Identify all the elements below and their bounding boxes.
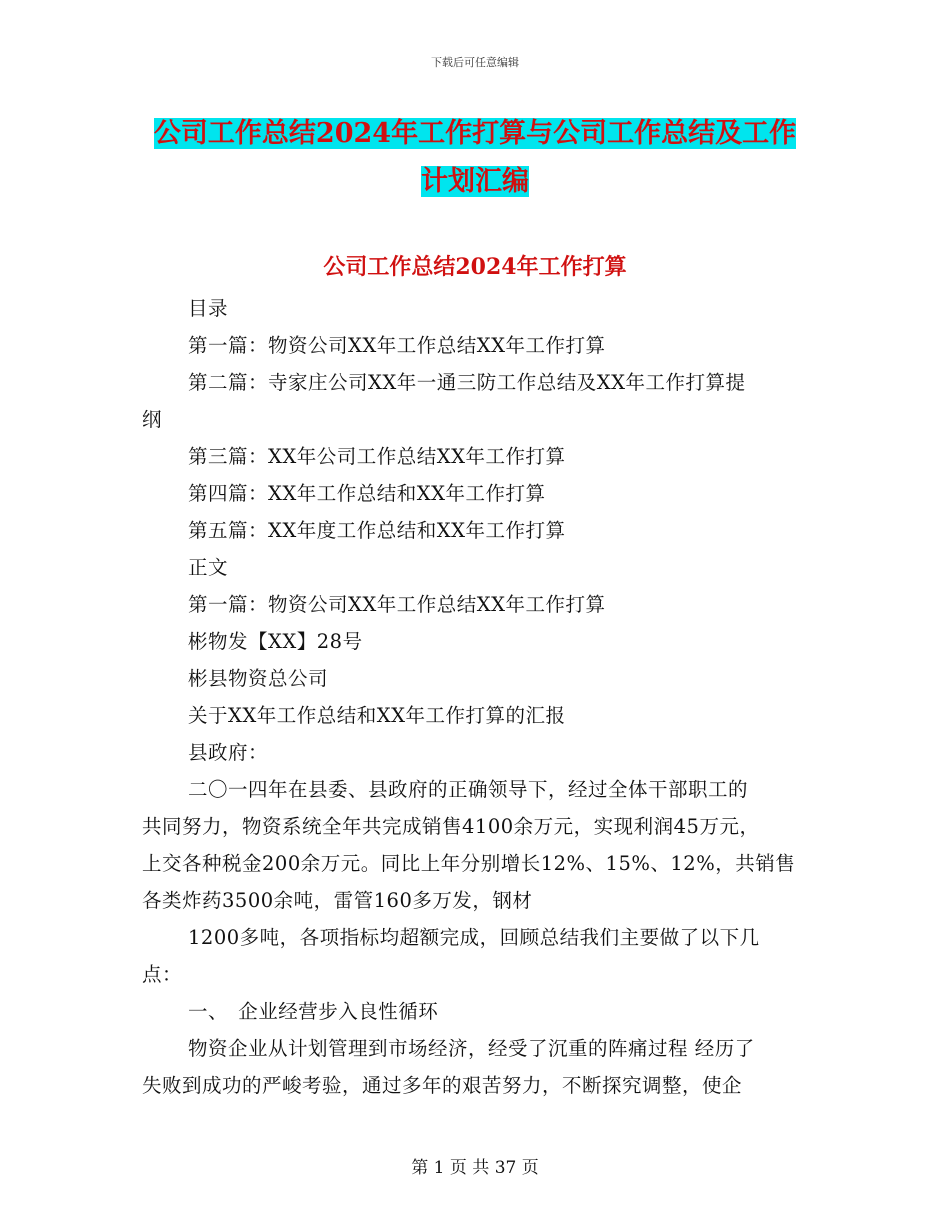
toc-heading: 目录 (188, 297, 229, 320)
document-title-line-1: 公司工作总结2024年工作打算与公司工作总结及工作 (153, 118, 797, 149)
document-title-line-2: 计划汇编 (421, 166, 529, 197)
article-title: 第一篇：物资公司XX年工作总结XX年工作打算 (188, 593, 606, 616)
paragraph-line: 二〇一四年在县委、县政府的正确领导下，经过全体干部职工的 (188, 778, 749, 801)
toc-item-3: 第三篇：XX年公司工作总结XX年工作打算 (188, 445, 566, 468)
organization-name: 彬县物资总公司 (188, 667, 329, 690)
toc-item-2: 第二篇：寺家庄公司XX年一通三防工作总结及XX年工作打算提 (188, 371, 746, 394)
paragraph-line: 共同努力，物资系统全年共完成销售4100余万元，实现利润45万元， (142, 815, 760, 838)
toc-item-4: 第四篇：XX年工作总结和XX年工作打算 (188, 482, 546, 505)
toc-item-5: 第五篇：XX年度工作总结和XX年工作打算 (188, 519, 566, 542)
page-header: 下载后可任意编辑 (431, 56, 519, 69)
paragraph-line: 物资企业从计划管理到市场经济，经受了沉重的阵痛过程 经历了 (188, 1037, 755, 1060)
paragraph-line: 1200多吨，各项指标均超额完成，回顾总结我们主要做了以下几 (188, 926, 760, 949)
toc-item-2-continued: 纲 (142, 408, 163, 431)
recipient: 县政府： (188, 741, 269, 764)
paragraph-line: 各类炸药3500余吨，雷管160多万发，钢材 (142, 889, 533, 912)
document-body (142, 290, 812, 1104)
section-heading: 一、 企业经营步入良性循环 (188, 1000, 439, 1023)
document-title (130, 110, 820, 206)
paragraph-line: 点： (142, 963, 183, 986)
section-title: 公司工作总结2024年工作打算 (323, 254, 627, 280)
body-heading: 正文 (188, 556, 229, 579)
paragraph-line: 上交各种税金200余万元。同比上年分别增长12%、15%、12%，共销售 (142, 852, 796, 875)
page-footer: 第 1 页 共 37 页 (411, 1158, 539, 1178)
document-number: 彬物发【XX】28号 (188, 630, 363, 653)
toc-item-1: 第一篇：物资公司XX年工作总结XX年工作打算 (188, 334, 606, 357)
report-title: 关于XX年工作总结和XX年工作打算的汇报 (188, 704, 566, 727)
paragraph-line: 失败到成功的严峻考验，通过多年的艰苦努力，不断探究调整，使企 (142, 1074, 743, 1097)
